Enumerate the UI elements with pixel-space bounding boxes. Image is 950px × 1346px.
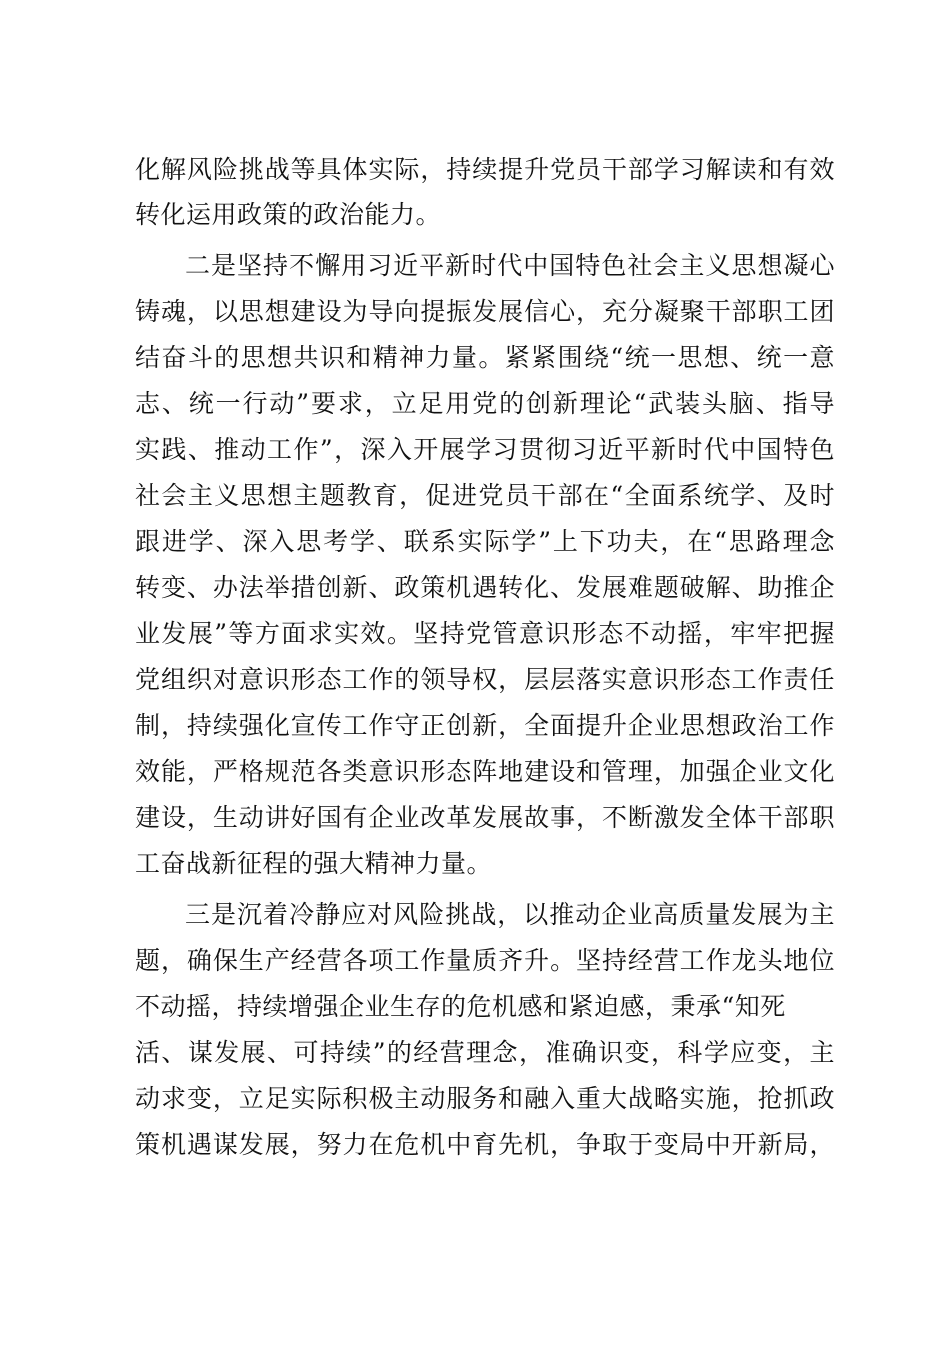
text-line: 策机遇谋发展，努力在危机中育先机，争取于变局中开新局， — [135, 1130, 835, 1159]
text-line: 实践、推动工作”，深入开展学习贯彻习近平新时代中国特色 — [135, 435, 835, 464]
text-line: 志、统一行动”要求，立足用党的创新理论“武装头脑、指导 — [135, 389, 835, 418]
text-line: 动求变，立足实际积极主动服务和融入重大战略实施，抢抓政 — [135, 1084, 835, 1113]
paragraph-start-line: 二是坚持不懈用习近平新时代中国特色社会主义思想凝心 — [185, 251, 835, 280]
text-line: 社会主义思想主题教育，促进党员干部在“全面系统学、及时 — [135, 481, 835, 510]
text-line: 不动摇，持续增强企业生存的危机感和紧迫感，秉承“知死 — [135, 992, 786, 1021]
text-line: 跟进学、深入思考学、联系实际学”上下功夫，在“思路理念 — [135, 527, 835, 556]
text-line: 结奋斗的思想共识和精神力量。紧紧围绕“统一思想、统一意 — [135, 343, 835, 372]
text-line: 转化运用政策的政治能力。 — [135, 200, 442, 229]
text-line: 活、谋发展、可持续”的经营理念，准确识变，科学应变，主 — [135, 1038, 835, 1067]
text-line: 效能，严格规范各类意识形态阵地建设和管理，加强企业文化 — [135, 757, 835, 786]
text-line: 制，持续强化宣传工作守正创新，全面提升企业思想政治工作 — [135, 711, 835, 740]
text-line: 工奋战新征程的强大精神力量。 — [135, 849, 493, 878]
text-line: 业发展”等方面求实效。坚持党管意识形态不动摇，牢牢把握 — [135, 619, 835, 648]
text-line: 化解风险挑战等具体实际，持续提升党员干部学习解读和有效 — [135, 155, 835, 184]
text-line: 建设，生动讲好国有企业改革发展故事，不断激发全体干部职 — [135, 803, 835, 832]
paragraph-start-line: 三是沉着冷静应对风险挑战，以推动企业高质量发展为主 — [185, 900, 835, 929]
text-line: 党组织对意识形态工作的领导权，层层落实意识形态工作责任 — [135, 665, 835, 694]
text-line: 转变、办法举措创新、政策机遇转化、发展难题破解、助推企 — [135, 573, 835, 602]
text-line: 铸魂，以思想建设为导向提振发展信心，充分凝聚干部职工团 — [135, 297, 835, 326]
text-line: 题，确保生产经营各项工作量质齐升。坚持经营工作龙头地位 — [135, 946, 835, 975]
